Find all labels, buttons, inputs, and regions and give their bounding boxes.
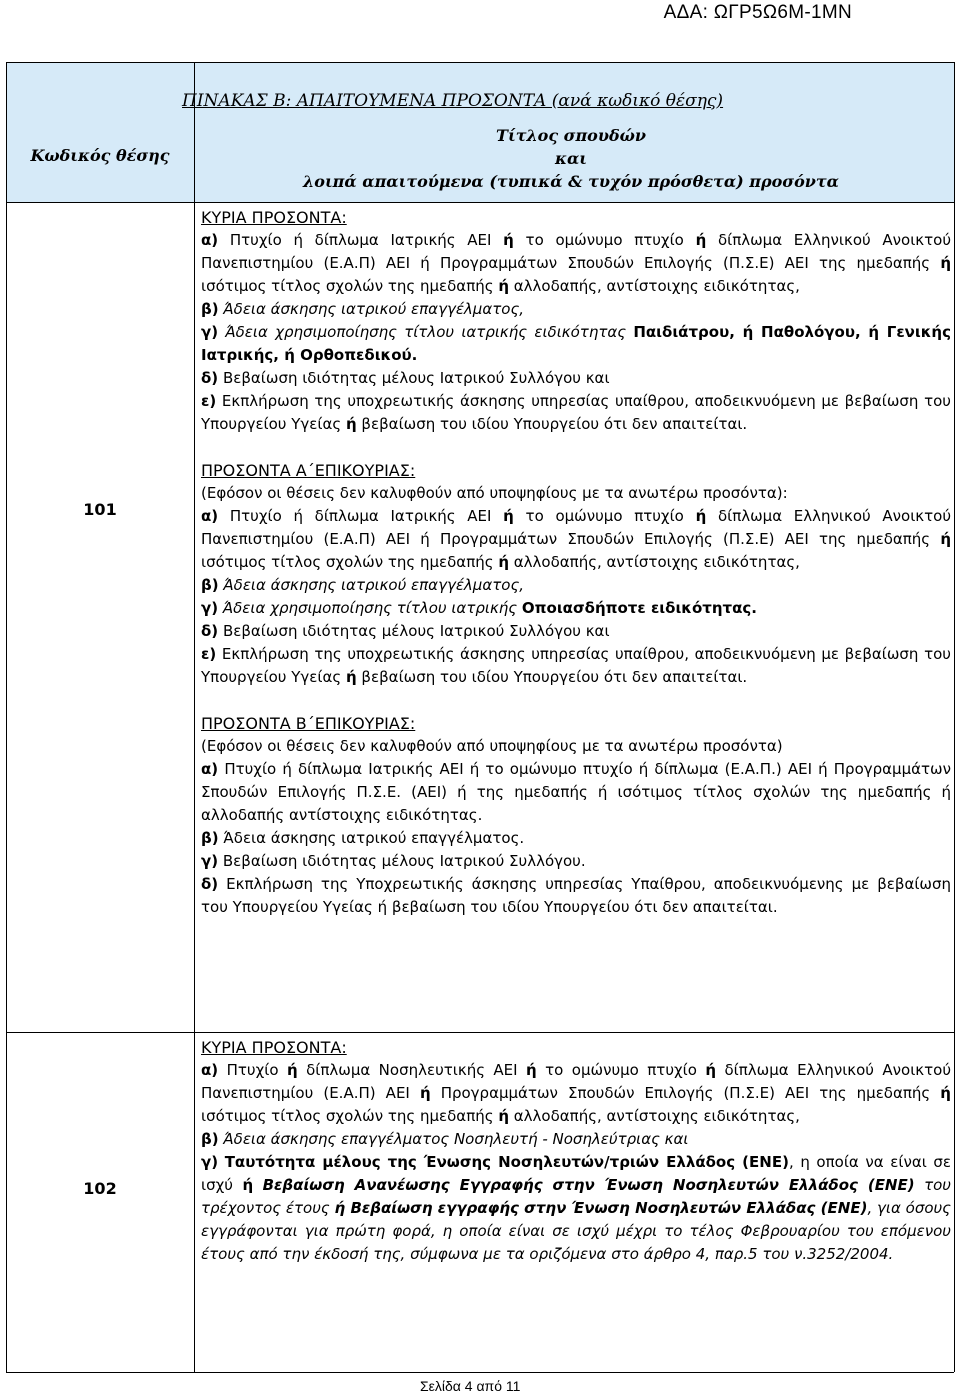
or-word: ή	[503, 231, 514, 249]
item-label: γ)	[201, 852, 219, 870]
item-text: Βεβαίωση ιδιότητας μέλους Ιατρικού Συλλόγου και	[222, 369, 610, 387]
item-label: δ)	[201, 622, 219, 640]
item-label: α)	[201, 1061, 219, 1079]
column-header-title	[196, 124, 946, 193]
item-text: ισότιμος τίτλος σχολών της ημεδαπής	[201, 277, 494, 295]
column-header-code: Κωδικός θέσης	[30, 146, 170, 165]
requirement-c	[201, 321, 951, 367]
item-text: Άδεια άσκησης επαγγέλματος Νοσηλευτή - Νοσηλεύτριας και	[223, 1130, 689, 1148]
table-caption: ΠΙΝΑΚΑΣ Β: ΑΠΑΙΤΟΥΜΕΝΑ ΠΡΟΣΟΝΤΑ (ανά κωδικό θέσης)	[182, 91, 724, 111]
item-text: δίπλωμα Νοσηλευτικής ΑΕΙ	[306, 1061, 518, 1079]
requirement-d	[201, 873, 951, 919]
requirement-a	[201, 758, 951, 827]
item-text: Άδεια χρησιμοποίησης τίτλου ιατρικής ειδικότητας	[225, 323, 627, 341]
item-text: Άδεια άσκησης ιατρικού επαγγέλματος.	[223, 829, 525, 847]
item-label: α)	[201, 507, 219, 525]
header-row-divider	[6, 202, 954, 203]
item-text: του τρέχοντος έτους	[201, 1176, 951, 1217]
item-text-bold: Ταυτότητα μέλους της Ένωσης Νοσηλευτών/τριών Ελλάδος (ΕΝΕ)	[224, 1153, 789, 1171]
section-heading-a-epikourias: ΠΡΟΣΟΝΤΑ Α΄ΕΠΙΚΟΥΡΙΑΣ:	[201, 461, 416, 480]
item-label: β)	[201, 1130, 219, 1148]
item-label: ε)	[201, 392, 217, 410]
item-label: γ)	[201, 1153, 219, 1171]
item-label: β)	[201, 829, 219, 847]
requirement-b	[201, 574, 951, 597]
requirement-c	[201, 1151, 951, 1266]
item-text: Άδεια άσκησης ιατρικού επαγγέλματος,	[223, 576, 525, 594]
item-text: το ομώνυμο πτυχίο	[525, 507, 684, 525]
column-header-title-line-3: λοιπά απαιτούμενα (τυπικά & τυχόν πρόσθετα) προσόντα	[303, 172, 839, 191]
or-word: ή	[695, 507, 707, 525]
item-text: αλλοδαπής, αντίστοιχης ειδικότητας,	[513, 277, 800, 295]
item-text-bold: Βεβαίωση Ανανέωσης Εγγραφής στην Ένωση Νοσηλευτών Ελλάδος (ΕΝΕ)	[262, 1176, 915, 1194]
item-text: αλλοδαπής, αντίστοιχης ειδικότητας,	[513, 1107, 800, 1125]
or-word: ή	[940, 530, 951, 548]
item-text: Εκπλήρωση της υποχρεωτικής άσκησης υπηρεσίας υπαίθρου, αποδεικνυόμενη με βεβαίωση του Υπουργείου Υγείας	[201, 392, 951, 433]
requirements-table	[6, 62, 954, 1372]
item-text: Πτυχίο ή δίπλωμα Ιατρικής ΑΕΙ ή το ομώνυμο πτυχίο ή δίπλωμα (Ε.Α.Π.) ΑΕΙ ή Προγραμμάτων Σπουδών Επιλογής Π.Σ.Ε. (ΑΕΙ) ή της ημεδαπής ή ισότιμος τίτλος σχολών της ημεδαπής ή αλλοδαπής αντίστοιχης ειδικότητας.	[201, 760, 951, 824]
section-heading-main: ΚΥΡΙΑ ΠΡΟΣΟΝΤΑ:	[201, 1038, 347, 1057]
item-label: α)	[201, 231, 219, 249]
or-word: ή	[940, 1084, 951, 1102]
requirement-e	[201, 390, 951, 436]
item-text: δίπλωμα Ελληνικού Ανοικτού Πανεπιστημίου (Ε.Α.Π) ΑΕΙ ή Προγραμμάτων Σπουδών Επιλογής (Π.Σ.Ε) ΑΕΙ της ημεδαπής	[201, 507, 951, 548]
item-text: ισότιμος τίτλος σχολών της ημεδαπής	[201, 553, 494, 571]
requirement-b	[201, 827, 951, 850]
or-word: ή	[940, 254, 951, 272]
item-text: δίπλωμα Ελληνικού Ανοικτού Πανεπιστημίου (Ε.Α.Π) ΑΕΙ	[201, 1061, 952, 1102]
row-102-content	[201, 1036, 951, 1266]
item-text: Εκπλήρωση της υποχρεωτικής άσκησης υπηρεσίας υπαίθρου, αποδεικνυόμενη με βεβαίωση του Υπουργείου Υγείας	[201, 645, 951, 686]
or-word: ή	[705, 1061, 717, 1079]
section-heading-main: ΚΥΡΙΑ ΠΡΟΣΟΝΤΑ:	[201, 208, 347, 227]
requirement-a	[201, 505, 951, 574]
item-text-bold: Παιδιάτρου, ή Παθολόγου, ή Γενικής Ιατρικής, ή Ορθοπεδικού.	[201, 323, 951, 364]
or-word: ή	[286, 1061, 298, 1079]
item-label: γ)	[201, 599, 219, 617]
requirement-c	[201, 850, 951, 873]
section-intro: (Εφόσον οι θέσεις δεν καλυφθούν από υποψηφίους με τα ανωτέρω προσόντα):	[201, 484, 788, 502]
table-border-right	[954, 62, 955, 1372]
item-text: Πτυχίο ή δίπλωμα Ιατρικής ΑΕΙ	[229, 231, 492, 249]
or-word: ή	[345, 668, 357, 686]
item-label: δ)	[201, 875, 219, 893]
requirement-d	[201, 367, 951, 390]
requirement-b	[201, 298, 951, 321]
item-text: το ομώνυμο πτυχίο	[545, 1061, 697, 1079]
page-number: Σελίδα 4 από 11	[420, 1378, 521, 1394]
item-text: , η οποία να είναι σε ισχύ	[201, 1153, 951, 1194]
item-text: Προγραμμάτων Σπουδών Επιλογής (Π.Σ.Ε) ΑΕΙ της ημεδαπής	[440, 1084, 931, 1102]
or-word: ή	[526, 1061, 537, 1079]
item-label: ε)	[201, 645, 217, 663]
or-word: ή	[498, 1107, 509, 1125]
section-heading-b-epikourias: ΠΡΟΣΟΝΤΑ Β΄ΕΠΙΚΟΥΡΙΑΣ:	[201, 714, 416, 733]
item-text: Άδεια άσκησης ιατρικού επαγγέλματος,	[223, 300, 525, 318]
item-text-bold: ή Βεβαίωση εγγραφής στην Ένωση Νοσηλευτών Ελλάδας (ΕΝΕ)	[334, 1199, 868, 1217]
item-text: Βεβαίωση ιδιότητας μέλους Ιατρικού Συλλόγου και	[222, 622, 610, 640]
ada-header: ΑΔΑ: ΩΓΡ5Ω6Μ-1ΜΝ	[663, 2, 852, 23]
table-border-top	[6, 62, 954, 63]
or-word: ή	[419, 1084, 431, 1102]
position-code-101: 101	[83, 500, 117, 519]
item-label: γ)	[201, 323, 219, 341]
or-word: ή	[242, 1176, 254, 1194]
item-text: Βεβαίωση ιδιότητας μέλους Ιατρικού Συλλόγου.	[222, 852, 586, 870]
column-header-title-line-1: Τίτλος σπουδών	[496, 126, 646, 145]
item-label: β)	[201, 300, 219, 318]
item-label: α)	[201, 760, 219, 778]
item-text: ισότιμος τίτλος σχολών της ημεδαπής	[201, 1107, 494, 1125]
table-border-left	[6, 62, 7, 1372]
requirement-a	[201, 1059, 951, 1128]
requirement-d	[201, 620, 951, 643]
item-text: βεβαίωση του ιδίου Υπουργείου ότι δεν απαιτείται.	[361, 668, 748, 686]
item-text: δίπλωμα Ελληνικού Ανοικτού Πανεπιστημίου (Ε.Α.Π) ΑΕΙ ή Προγραμμάτων Σπουδών Επιλογής (Π.Σ.Ε) ΑΕΙ της ημεδαπής	[201, 231, 951, 272]
or-word: ή	[498, 553, 509, 571]
requirement-a	[201, 229, 951, 298]
item-text: βεβαίωση του ιδίου Υπουργείου ότι δεν απαιτείται.	[361, 415, 748, 433]
item-label: δ)	[201, 369, 219, 387]
item-text: Άδεια χρησιμοποίησης τίτλου ιατρικής	[222, 599, 518, 617]
column-header-title-line-2: και	[554, 149, 588, 168]
item-text-bold: Οποιασδήποτε ειδικότητας.	[521, 599, 757, 617]
requirement-c	[201, 597, 951, 620]
column-divider	[194, 62, 195, 1372]
item-text: το ομώνυμο πτυχίο	[525, 231, 684, 249]
item-text: Πτυχίο ή δίπλωμα Ιατρικής ΑΕΙ	[229, 507, 492, 525]
item-text: , για όσους εγγράφονται για πρώτη φορά, η οποία είναι σε ισχύ μέχρι το τέλος Φεβρουαρίου του επόμενου έτους από την έκδοσή της, σύμφωνα με τα οριζόμενα στο άρθρο 4, παρ.5 του ν.3252/2004.	[201, 1199, 951, 1263]
or-word: ή	[503, 507, 514, 525]
position-code-102: 102	[83, 1179, 117, 1198]
section-intro: (Εφόσον οι θέσεις δεν καλυφθούν από υποψηφίους με τα ανωτέρω προσόντα)	[201, 737, 783, 755]
item-label: β)	[201, 576, 219, 594]
item-text: Πτυχίο	[226, 1061, 279, 1079]
or-word: ή	[498, 277, 509, 295]
row-101-content	[201, 206, 951, 919]
requirement-b	[201, 1128, 951, 1151]
item-text: αλλοδαπής, αντίστοιχης ειδικότητας,	[513, 553, 800, 571]
requirement-e	[201, 643, 951, 689]
item-text: Εκπλήρωση της Υποχρεωτικής άσκησης υπηρεσίας Υπαίθρου, αποδεικνυόμενης με βεβαίωση του Υπουργείου Υγείας ή βεβαίωση του ιδίου Υπουργείου ότι δεν απαιτείται.	[201, 875, 951, 916]
or-word: ή	[345, 415, 357, 433]
row-divider	[6, 1032, 954, 1033]
or-word: ή	[695, 231, 707, 249]
table-border-bottom	[6, 1372, 954, 1373]
